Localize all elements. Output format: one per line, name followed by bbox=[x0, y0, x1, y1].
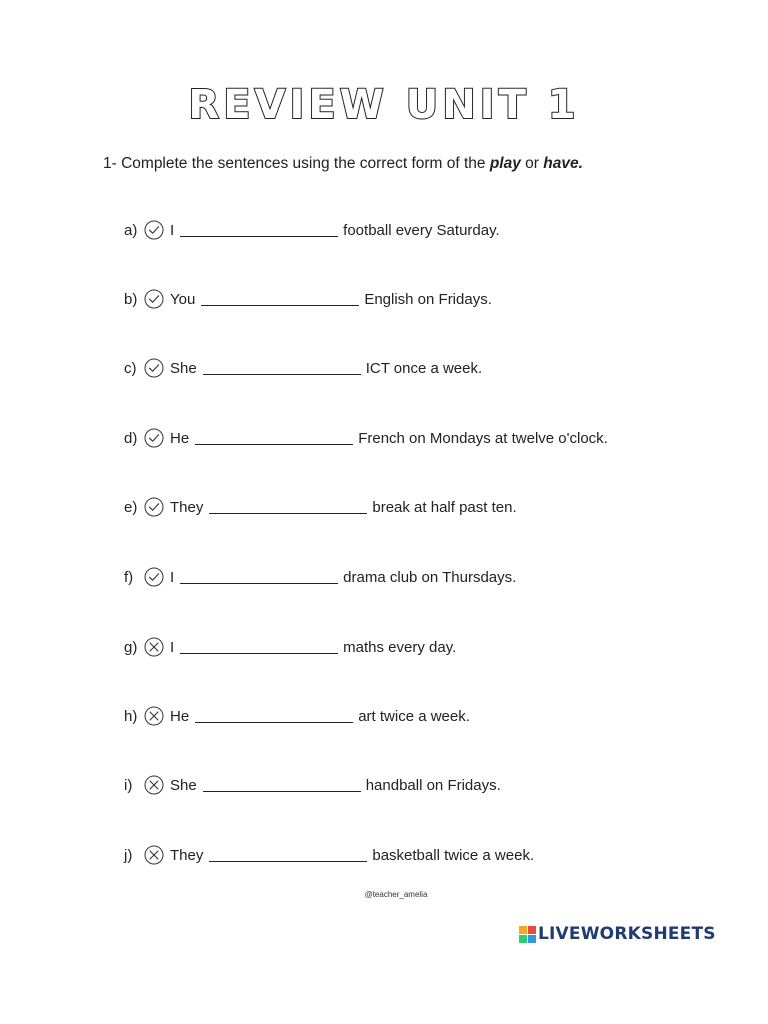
item-letter: e) bbox=[124, 498, 138, 516]
item-letter: i) bbox=[124, 776, 133, 794]
exercise-item-d bbox=[124, 426, 608, 450]
item-subject: I bbox=[170, 221, 175, 239]
instruction-middle: or bbox=[520, 155, 544, 172]
exercise-item-c bbox=[124, 356, 482, 380]
item-letter: h) bbox=[124, 707, 138, 725]
answer-blank[interactable] bbox=[209, 848, 367, 862]
item-letter: g) bbox=[124, 638, 138, 656]
check-icon bbox=[144, 567, 164, 587]
item-rest: football every Saturday. bbox=[343, 221, 500, 239]
check-icon bbox=[144, 358, 164, 378]
item-rest: drama club on Thursdays. bbox=[343, 568, 517, 586]
liveworksheets-brand[interactable] bbox=[519, 924, 716, 944]
check-icon bbox=[144, 289, 164, 309]
exercise-item-j bbox=[124, 843, 534, 867]
exercise-item-f bbox=[124, 565, 516, 589]
liveworksheets-logo-icon bbox=[519, 926, 536, 943]
check-icon bbox=[144, 428, 164, 448]
item-subject: She bbox=[170, 359, 197, 377]
exercise-item-a bbox=[124, 218, 500, 242]
exercise-item-g bbox=[124, 635, 456, 659]
item-rest: handball on Fridays. bbox=[365, 776, 501, 794]
instruction-prefix: 1- Complete the sentences using the correct form of the bbox=[103, 155, 490, 172]
item-letter: b) bbox=[124, 290, 138, 308]
answer-blank[interactable] bbox=[180, 570, 338, 584]
exercise-item-i bbox=[124, 773, 501, 797]
answer-blank[interactable] bbox=[209, 500, 367, 514]
cross-icon bbox=[144, 845, 164, 865]
answer-blank[interactable] bbox=[180, 640, 338, 654]
exercise-item-h bbox=[124, 704, 470, 728]
check-icon bbox=[144, 497, 164, 517]
item-rest: English on Fridays. bbox=[364, 290, 492, 308]
item-letter: c) bbox=[124, 359, 137, 377]
item-subject: She bbox=[170, 776, 197, 794]
answer-blank[interactable] bbox=[195, 431, 353, 445]
answer-blank[interactable] bbox=[203, 361, 361, 375]
cross-icon bbox=[144, 706, 164, 726]
keyword-have: have. bbox=[543, 155, 583, 172]
item-subject: You bbox=[170, 290, 196, 308]
item-letter: a) bbox=[124, 221, 138, 239]
item-subject: He bbox=[170, 707, 190, 725]
item-rest: maths every day. bbox=[343, 638, 457, 656]
item-rest: basketball twice a week. bbox=[372, 846, 535, 864]
worksheet-title: REVIEW UNIT 1 bbox=[188, 82, 580, 128]
item-subject: They bbox=[170, 498, 204, 516]
item-subject: I bbox=[170, 568, 175, 586]
item-letter: f) bbox=[124, 568, 134, 586]
item-subject: They bbox=[170, 846, 204, 864]
item-rest: art twice a week. bbox=[358, 707, 470, 725]
cross-icon bbox=[144, 637, 164, 657]
exercise-item-e bbox=[124, 495, 517, 519]
cross-icon bbox=[144, 775, 164, 795]
check-icon bbox=[144, 220, 164, 240]
brand-name: LIVEWORKSHEETS bbox=[538, 924, 716, 944]
item-subject: I bbox=[170, 638, 175, 656]
item-subject: He bbox=[170, 429, 190, 447]
author-handle: @teacher_amelia bbox=[364, 890, 428, 899]
answer-blank[interactable] bbox=[201, 292, 359, 306]
answer-blank[interactable] bbox=[180, 223, 338, 237]
keyword-play: play bbox=[489, 155, 521, 172]
item-rest: French on Mondays at twelve o'clock. bbox=[358, 429, 608, 447]
answer-blank[interactable] bbox=[195, 709, 353, 723]
answer-blank[interactable] bbox=[203, 778, 361, 792]
item-rest: break at half past ten. bbox=[372, 498, 517, 516]
item-letter: d) bbox=[124, 429, 138, 447]
exercise-item-b bbox=[124, 287, 492, 311]
item-letter: j) bbox=[124, 846, 133, 864]
item-rest: ICT once a week. bbox=[365, 359, 483, 377]
instruction-text bbox=[103, 155, 583, 173]
